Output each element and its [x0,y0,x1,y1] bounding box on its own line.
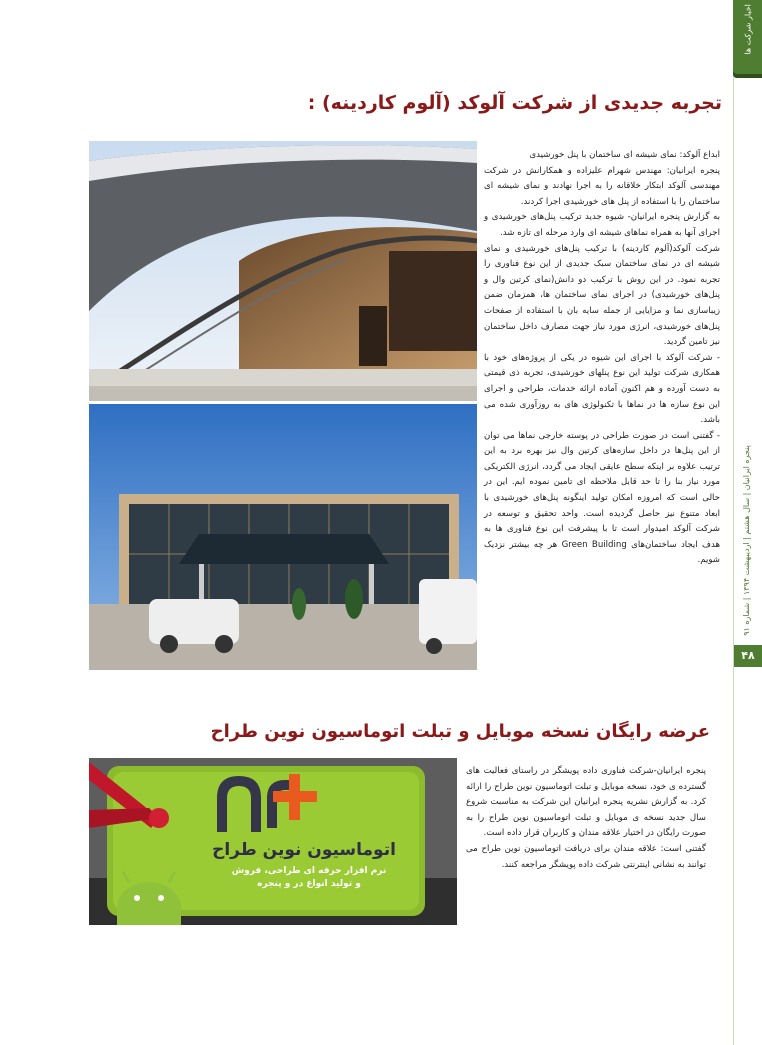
article-1-paragraph: شرکت آلوکد(آلوم کاردینه) با ترکیب پنل‌های خورشیدی و نمای شیشه ای در نمای ساختمان سبک جدیدی از این نوع فناوری را تجربه نمود. در این روش با ترکیب دو دانش(نمای کرتین وال و پنل‌های خورشیدی) در اجرای نمای ساختمان ها، همزمان ضمن زیباسازی نما و مزایایی از جمله سایه بان با استفاده از صفحات پنل‌های خورشیدی، انرژی مورد نیاز جهت مصارف داخل ساختمان نیز تامین گردید. [484,243,720,348]
article-2-title: عرضه رایگان نسخه موبایل و تبلت اتوماسیون نوین طراح [210,721,710,742]
solar-canopy-photo [89,141,477,401]
article-1-body [484,148,720,569]
building-facade-photo [89,404,477,670]
section-tab-label: اخبار شرکت ها [743,4,753,55]
issue-info-text: پنجره ایرانیان | سال هشتم | اردیبهشت ۱۳۹۴ | شماره ۹۱ [741,444,751,636]
page-number: ۴۸ [734,645,762,667]
article-2-paragraph: گفتنی است: علاقه مندان برای دریافت اتوماسیون نوین طراح می توانند به نشانی اینترنتی شرکت داده پویشگر مراجعه کنند. [466,843,706,870]
article-1-paragraph: به گزارش پنجره ایرانیان- شیوه جدید ترکیب پنل‌های خورشیدی و اجرای آنها به همراه نماهای شیشه ای وارد مرحله ای تازه شد. [484,212,720,238]
article-2-paragraph: پنجره ایرانیان-شرکت فناوری داده پویشگر در راستای فعالیت های گسترده ی خود، نسخه موبایل و تبلت اتوماسیون نوین طراح را ارائه کرد. به گزارش نشریه پنجره ایرانیان این شرکت به مناسبت شروع سال جدید نسخه ی موبایل و تبلت اتوماسیون نوین طراح را به صورت رایگان در اختیار علاقه مندان و کاربران قرار داده است. [466,766,706,839]
issue-info-strip [738,430,754,650]
article-1-paragraph: پنجره ایرانیان: مهندس شهرام علیزاده و همکارانش در شرکت مهندسی آلوکد ابتکار خلاقانه را به اجرا نهادند و نمای شیشه ای ساختمان را با استفاده از پنل های خورشیدی اجرا کردند. [484,165,720,207]
page-edge-rule [733,0,734,1045]
article-1-title: تجربه جدیدی از شرکت آلوکد (آلوم کاردینه) : [307,92,722,114]
article-1-paragraph: - گفتنی است در صورت طراحی در پوسته خارجی نماها می توان از این پنل‌ها در داخل سازه‌های کرتین وال نیز بهره برد به این ترتیب علاوه بر اینکه سطح عایقی ایجاد می گردد، انرژی الکتریکی مورد نیاز بنا را تا حد قابل ملاحظه ای تامین نموده ایم. این در حالی است که امروزه امکان تولید اینگونه پنل‌های خورشیدی با ابعاد متنوع نیز حاصل گردیده است. واحد تحقیق و توسعه در شرکت آلوکد امیدوار است تا با پیشرفت این نوع فناوری ها به هدف ایجاد ساختمان‌های Green Building هر چه بیشتر نزدیک شویم. [484,430,720,566]
software-card-photo [89,758,457,925]
card-tag-line-2: و تولید انواع در و پنجره [257,879,361,889]
article-2-body [466,764,706,873]
card-brand-line: اتوماسیون نوین طراح [212,840,396,860]
article-1-paragraph: - شرکت آلوکد با اجرای این شیوه در یکی از پروژه‌های خود با همکاری شرکت تولید این نوع پنلهای خورشیدی، تجربه ذی قیمتی به دست آورده و هم اکنون آماده ارائه خدمات، طراحی و اجرای این نوع سازه ها در نماها با تکنولوژی های به روزآوری شده می باشد. [484,352,720,426]
article-1-paragraph: ابداع آلوکد: نمای شیشه ای ساختمان با پنل خورشیدی [529,150,720,160]
card-tag-line-1: نرم افزار حرفه ای طراحی، فروش [231,866,387,876]
